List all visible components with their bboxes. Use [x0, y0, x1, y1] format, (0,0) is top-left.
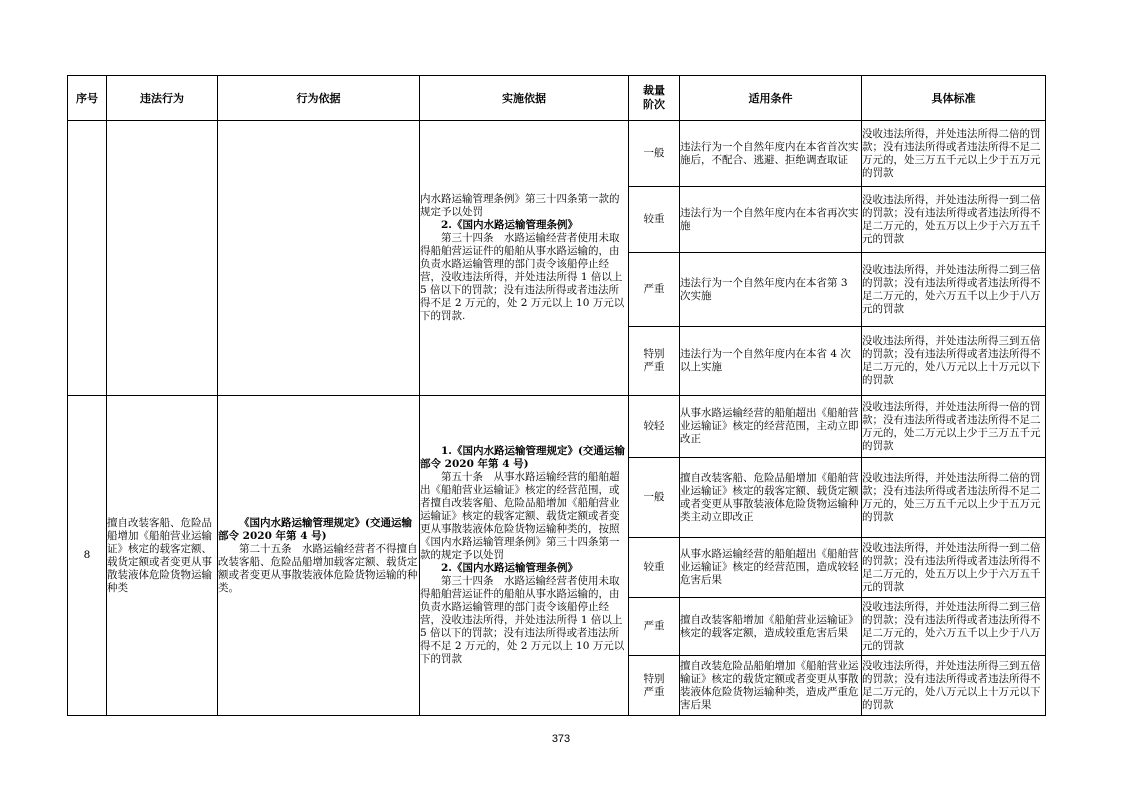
level-label: 特别 — [643, 672, 665, 685]
impl-text: 第五十条 从事水路运输经营的船舶超出《船舶营业运输证》核定的经营范围，或者擅自改装客船、危险品船增加《船舶营业运输证》核定的载客定额、载货定额或者变更从事散装液体危险货物运输种类的，按照《国内水路运输管理条例》第三十四条第一款的规定予以处罚 — [420, 471, 620, 561]
level-cell — [629, 253, 680, 327]
penalty-table — [67, 75, 1046, 716]
basis-text: 第二十五条 水路运输经营者不得擅自改装客船、危险品船增加载客定额、载货定额或者变更从事散装液体危险货物运输的种类。 — [218, 542, 418, 594]
level-label: 严重 — [643, 283, 665, 295]
level-label: 较重 — [643, 561, 665, 573]
standard-cell: 没收违法所得，并处违法所得一到二倍的罚款；没有违法所得或者违法所得不足二万元的，处五万以上少于六万五千元的罚款 — [862, 538, 1046, 598]
condition-cell: 违法行为一个自然年度内在本省首次实施后，不配合、逃避、拒绝调查取证 — [680, 121, 862, 187]
level-label: 较轻 — [643, 420, 665, 432]
level-label-line2: 严重 — [643, 685, 665, 698]
row-no-cell: 8 — [68, 396, 107, 716]
condition-cell: 违法行为一个自然年度内在本省 4 次以上实施 — [680, 327, 862, 396]
header-no: 序号 — [68, 76, 107, 121]
header-standard: 具体标准 — [862, 76, 1046, 121]
impl-text: 内水路运输管理条例》第三十四条第一款的规定予以处罚 — [420, 193, 620, 218]
level-label: 严重 — [643, 620, 665, 632]
level-cell — [629, 598, 680, 656]
header-level-line1: 裁量 — [643, 84, 665, 97]
impl-text: 第三十四条 水路运输经营者使用未取得船舶营运证件的船舶从事水路运输的，由负责水路运输管理的部门责令该船停止经营，没收违法所得，并处违法所得 1 倍以上 5 倍以下的罚款；没有违法所得或者违法所得不足 2 万元的，处 2 万元以上 10 万元以下的罚款 — [420, 575, 625, 665]
impl-title: 2.《国内水路运输管理条例》 — [441, 562, 578, 574]
basis-title: 《国内水路运输管理规定》(交通运输部令 2020 年第 4 号) — [218, 516, 412, 542]
implementation-cell — [420, 121, 629, 396]
level-cell — [629, 396, 680, 458]
header-basis: 行为依据 — [218, 76, 420, 121]
header-implementation: 实施依据 — [420, 76, 629, 121]
level-label: 一般 — [643, 147, 665, 159]
level-label: 特别 — [643, 348, 665, 360]
impl-title: 2.《国内水路运输管理条例》 — [441, 219, 578, 231]
row-violation-cell: 擅自改装客船、危险品船增加《船舶营业运输证》核定的载客定额、载货定额或者变更从事散装液体危险货物运输种类 — [107, 396, 218, 716]
standard-cell: 没收违法所得，并处违法所得三到五倍的罚款；没有违法所得或者违法所得不足二万元的，处八万元以上十万元以下的罚款 — [862, 656, 1046, 716]
level-cell — [629, 656, 680, 716]
implementation-cell — [420, 396, 629, 716]
standard-cell: 没收违法所得，并处违法所得三到五倍的罚款；没有违法所得或者违法所得不足二万元的，处八万元以上十万元以下的罚款 — [862, 327, 1046, 396]
condition-cell: 违法行为一个自然年度内在本省第 3 次实施 — [680, 253, 862, 327]
condition-cell: 从事水路运输经营的船舶超出《船舶营业运输证》核定的经营范围，造成较轻危害后果 — [680, 538, 862, 598]
page-number: 373 — [551, 733, 571, 745]
level-cell — [629, 121, 680, 187]
level-label: 一般 — [643, 491, 665, 503]
impl-title: 1.《国内水路运输管理规定》(交通运输部令 2020 年第 4 号) — [420, 445, 625, 470]
row-violation-cell — [107, 121, 218, 396]
condition-cell: 擅自改装客船、危险品船增加《船舶营业运输证》核定的载客定额、载货定额或者变更从事散装液体危险货物运输种类主动立即改正 — [680, 458, 862, 538]
row-basis-cell — [218, 121, 420, 396]
table-header-row — [68, 76, 1046, 121]
level-label: 较重 — [643, 213, 665, 225]
level-label-line2: 严重 — [643, 361, 665, 373]
header-condition: 适用条件 — [680, 76, 862, 121]
condition-cell: 从事水路运输经营的船舶超出《船舶营业运输证》核定的经营范围，主动立即改正 — [680, 396, 862, 458]
condition-cell: 违法行为一个自然年度内在本省再次实施 — [680, 187, 862, 253]
level-cell — [629, 327, 680, 396]
impl-text: 第三十四条 水路运输经营者使用未取得船舶营运证件的船舶从事水路运输的，由负责水路运输管理的部门责令该船停止经营，没收违法所得，并处违法所得 1 倍以上 5 倍以下的罚款；没有违法所得或者违法所得不足 2 万元的，处 2 万元以上 10 万元以下的罚款. — [420, 232, 625, 322]
standard-cell: 没收违法所得，并处违法所得二倍的罚款；没有违法所得或者违法所得不足二万元的，处三万五千元以上少于五万元的罚款 — [862, 458, 1046, 538]
row-basis-cell — [218, 396, 420, 716]
level-cell — [629, 458, 680, 538]
level-cell — [629, 187, 680, 253]
standard-cell: 没收违法所得，并处违法所得二到三倍的罚款；没有违法所得或者违法所得不足二万元的，处六万五千以上少于八万元的罚款 — [862, 598, 1046, 656]
header-violation: 违法行为 — [107, 76, 218, 121]
standard-cell: 没收违法所得，并处违法所得一倍的罚款；没有违法所得或者违法所得不足二万元的，处二万元以上少于三万五千元的罚款 — [862, 396, 1046, 458]
standard-cell: 没收违法所得，并处违法所得一到二倍的罚款；没有违法所得或者违法所得不足二万元的，处五万以上少于六万五千元的罚款 — [862, 187, 1046, 253]
header-level — [629, 76, 680, 121]
condition-cell: 擅自改装客船增加《船舶营业运输证》核定的载客定额，造成较重危害后果 — [680, 598, 862, 656]
table-row — [68, 121, 1046, 187]
level-cell — [629, 538, 680, 598]
standard-cell: 没收违法所得，并处违法所得二倍的罚款；没有违法所得或者违法所得不足二万元的，处三万五千元以上少于五万元的罚款 — [862, 121, 1046, 187]
table-row — [68, 396, 1046, 458]
row-no-cell — [68, 121, 107, 396]
condition-cell: 擅自改装危险品船舶增加《船舶营业运输证》核定的载货定额或者变更从事散装液体危险货物运输种类，造成严重危害后果 — [680, 656, 862, 716]
standard-cell: 没收违法所得，并处违法所得二到三倍的罚款；没有违法所得或者违法所得不足二万元的，处六万五千以上少于八万元的罚款 — [862, 253, 1046, 327]
header-level-line2: 阶次 — [643, 98, 665, 111]
